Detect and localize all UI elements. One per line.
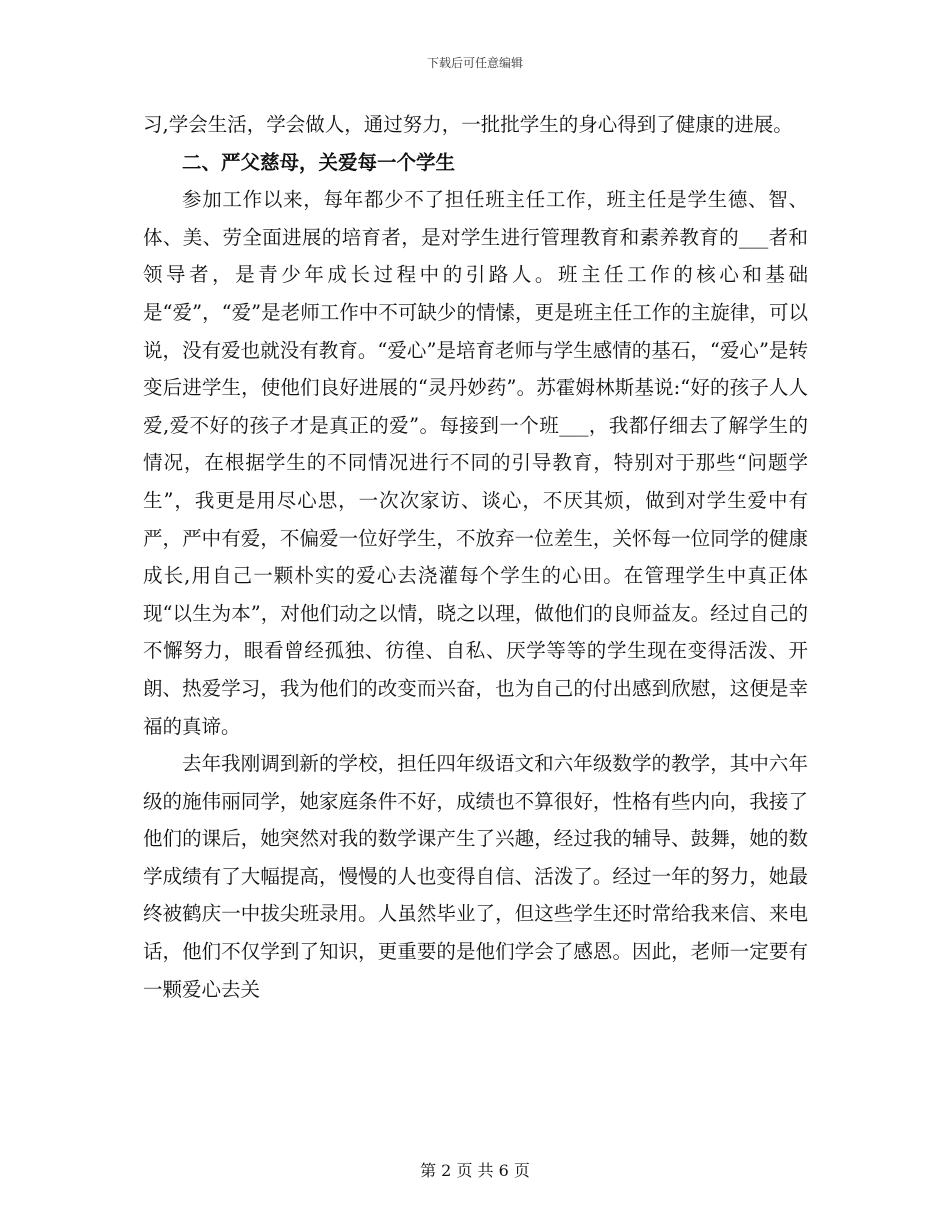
paragraph-continuation: 习,学会生活，学会做人，通过努力，一批批学生的身心得到了健康的进展。	[143, 113, 793, 136]
section-heading: 二、严父慈母，关爱每一个学生	[182, 150, 456, 174]
page-number: 第 2 页 共 6 页	[420, 1161, 530, 1180]
paragraph: 去年我刚调到新的学校，担任四年级语文和六年级数学的教学，其中六年级的施伟丽同学，她家庭条件不好，成绩也不算很好，性格有些内向，我接了他们的课后，她突然对我的数学课产生了兴趣，经过我的辅导、鼓舞，她的数学成绩有了大幅提高，慢慢的人也变得自信、活泼了。经过一年的努力，她最终被鹤庆一中拔尖班录用。人虽然毕业了，但这些学生还时常给我来信、来电话，他们不仅学到了知识，更重要的是他们学会了感恩。因此，老师一定要有一颗爱心去关	[143, 752, 808, 1001]
document-body	[143, 106, 808, 1008]
page-header: 下载后可任意编辑	[426, 56, 523, 70]
paragraph: 参加工作以来，每年都少不了担任班主任工作，班主任是学生德、智、体、美、劳全面进展的培育者，是对学生进行管理教育和素养教育的___者和领导者，是青少年成长过程中的引路人。班主任工作的核心和基础是“爱”，“爱”是老师工作中不可缺少的情愫，更是班主任工作的主旋律，可以说，没有爱也就没有教育。“爱心”是培育老师与学生感情的基石，“爱心”是转变后进学生，使他们良好进展的“灵丹妙药”。苏霍姆林斯基说:“好的孩子人人爱,爱不好的孩子才是真正的爱”。每接到一个班___，我都仔细去了解学生的情况，在根据学生的不同情况进行不同的引导教育，特别对于那些“问题学生”，我更是用尽心思，一次次家访、谈心，不厌其烦，做到对学生爱中有严，严中有爱，不偏爱一位好学生，不放弃一位差生，关怀每一位同学的健康成长,用自己一颗朴实的爱心去浇灌每个学生的心田。在管理学生中真正体现“以生为本”，对他们动之以情，晓之以理，做他们的良师益友。经过自己的不懈努力，眼看曾经孤独、彷徨、自私、厌学等等的学生现在变得活泼、开朗、热爱学习，我为他们的改变而兴奋，也为自己的付出感到欣慰，这便是幸福的真谛。	[143, 188, 808, 738]
